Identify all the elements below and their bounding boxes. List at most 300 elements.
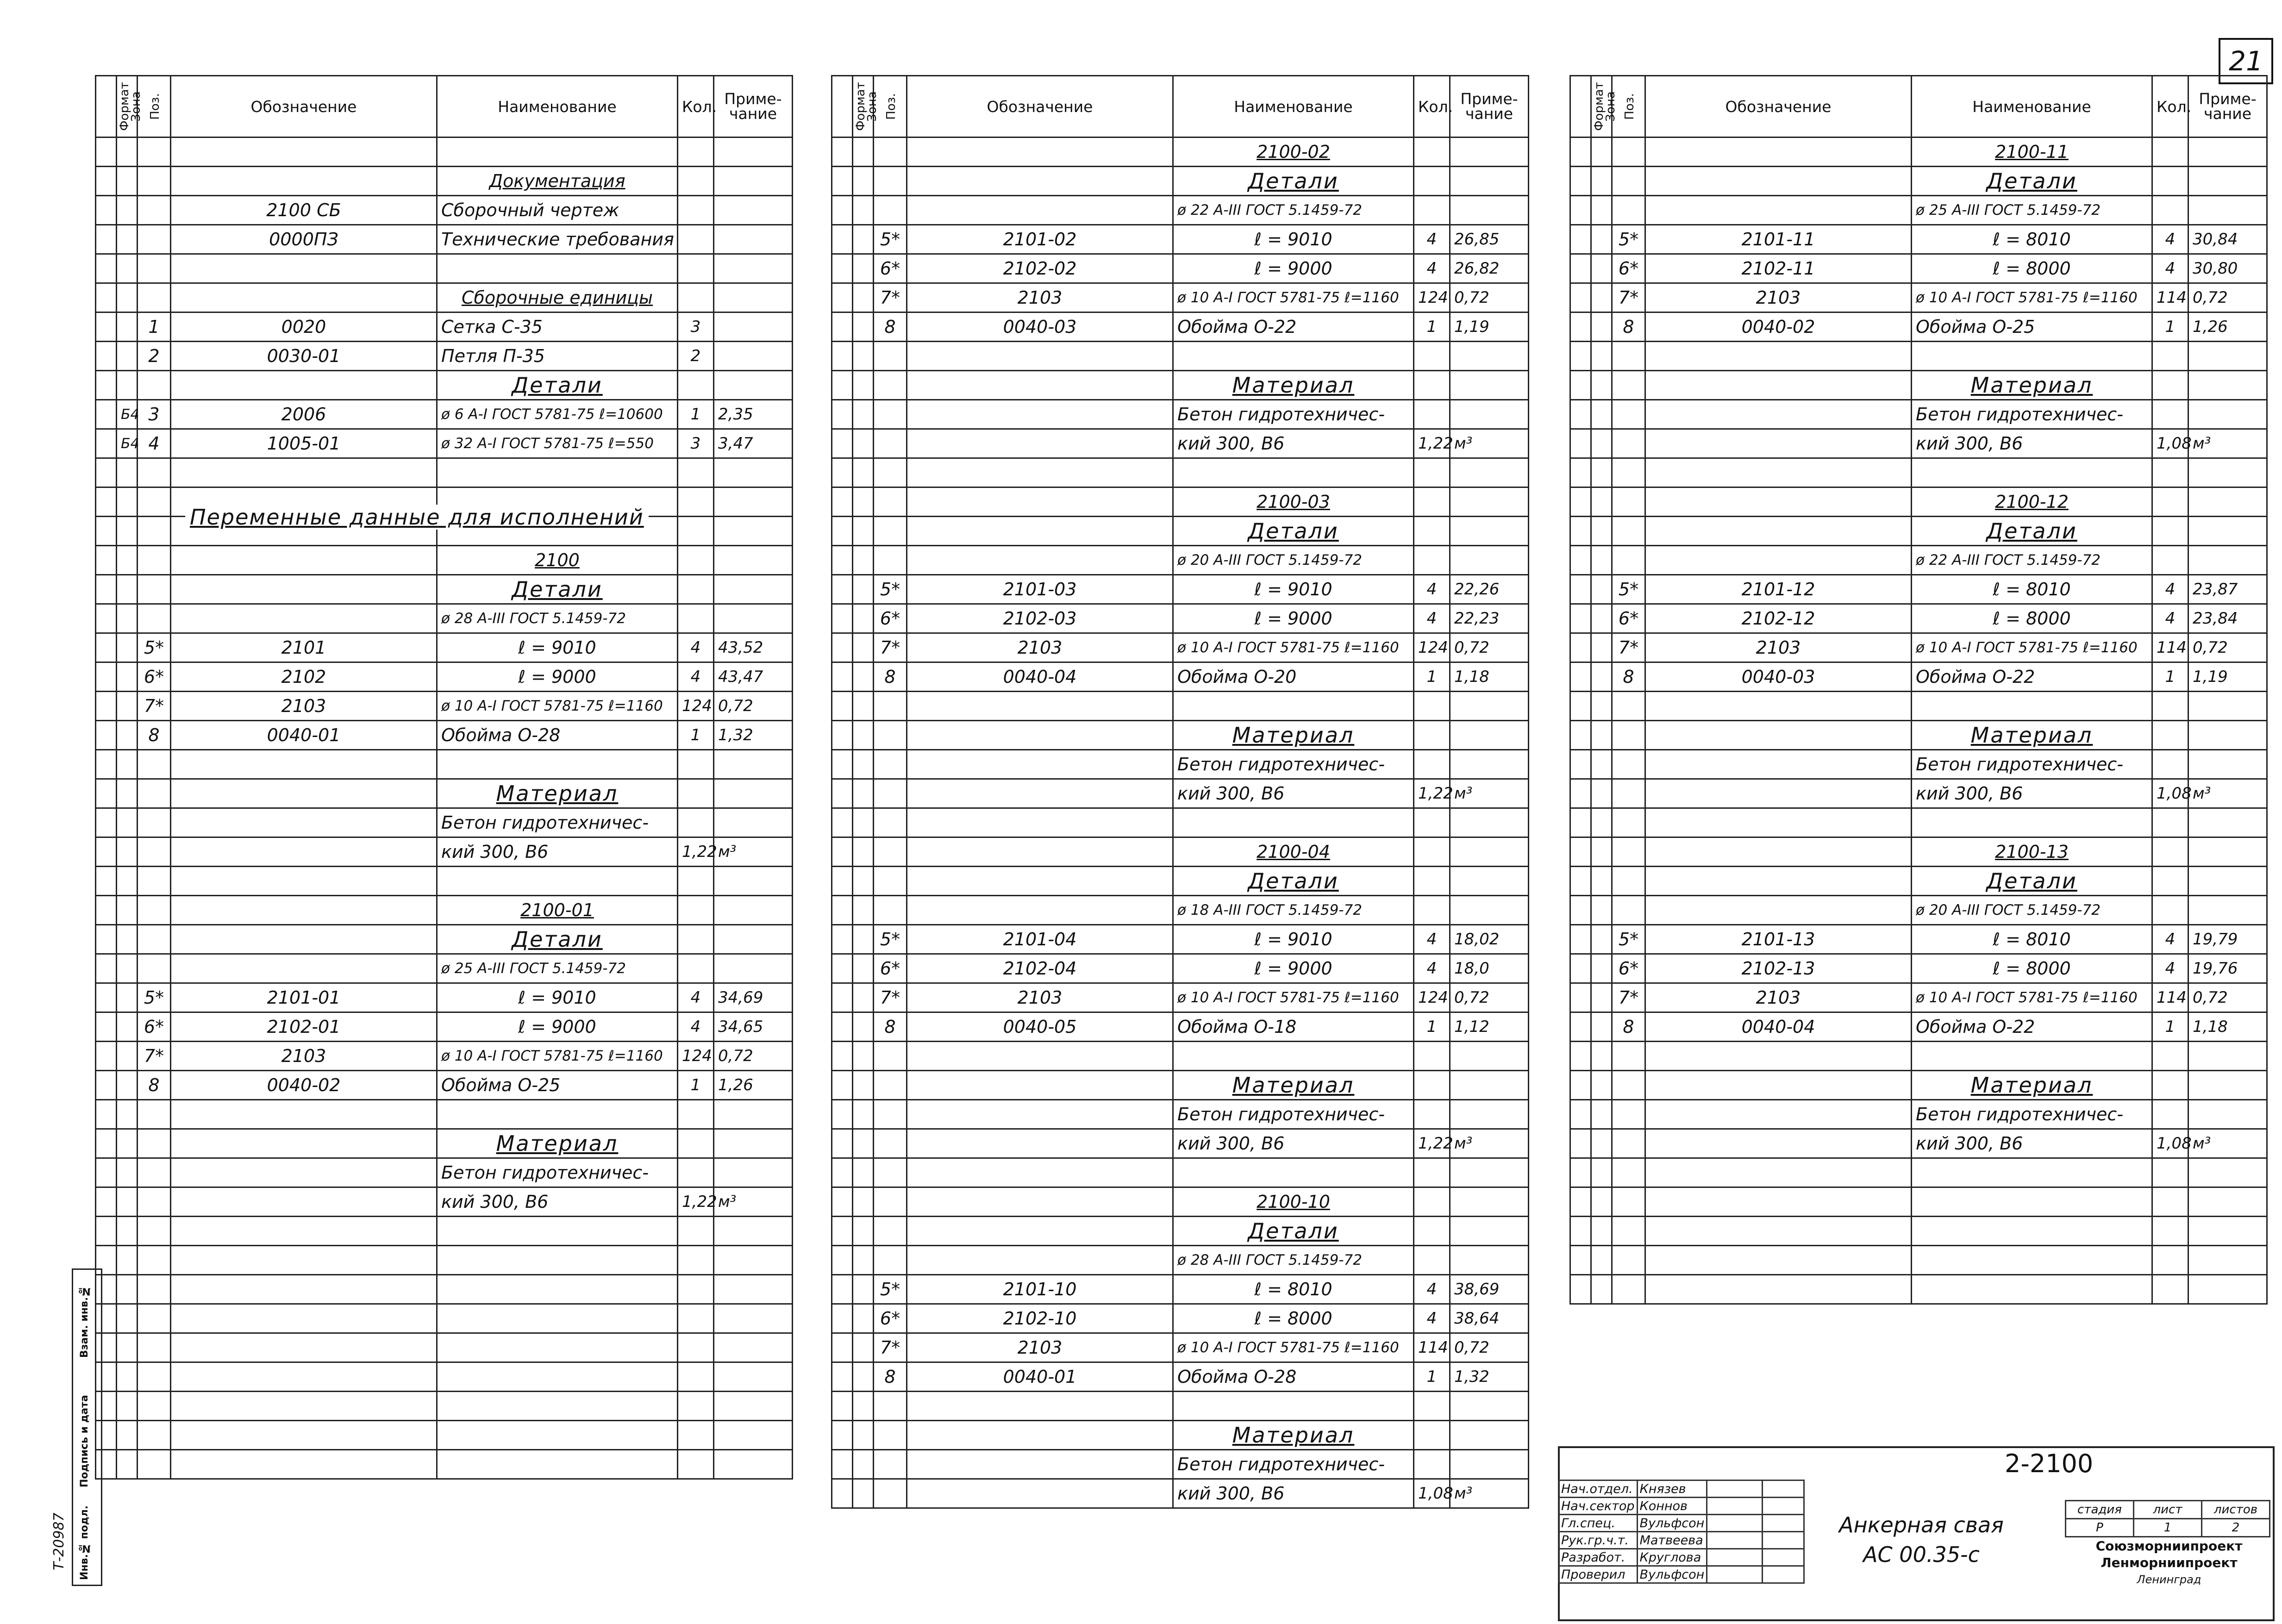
qty-cell	[1414, 1071, 1450, 1100]
qty-cell-text: 1,22	[682, 843, 717, 861]
pos-cell-text: 7*	[144, 696, 164, 716]
table-row	[1570, 896, 2267, 925]
name-cell	[1912, 342, 2152, 371]
designation-cell	[907, 458, 1173, 487]
note-cell-text: 34,65	[718, 1018, 763, 1036]
designation-cell-text: 0000ПЗ	[269, 229, 338, 250]
designation-cell	[1645, 604, 1912, 633]
zone-cell	[853, 371, 874, 400]
qty-cell	[678, 1275, 714, 1304]
note-cell	[2188, 604, 2267, 633]
zone-cell	[853, 1187, 874, 1217]
signature-row	[1559, 1532, 1804, 1549]
table-row	[1570, 1042, 2267, 1071]
qty-cell-text: 4	[1426, 1280, 1437, 1299]
qty-cell	[1414, 312, 1450, 342]
qty-cell	[1414, 1246, 1450, 1275]
format-cell	[96, 896, 117, 925]
qty-cell-text: 4	[690, 638, 701, 657]
name-cell-text: ℓ = 8000	[1993, 258, 2071, 279]
designation-cell	[171, 896, 437, 925]
designation-cell	[171, 254, 437, 283]
zone-cell	[117, 1275, 138, 1304]
name-cell-text: Сборочные единицы	[461, 287, 653, 308]
zone-cell	[853, 546, 874, 575]
format-cell	[96, 604, 117, 633]
qty-cell-text: 1	[1426, 1368, 1437, 1386]
pos-cell	[1612, 779, 1645, 808]
zone-cell	[1591, 1246, 1612, 1275]
note-cell-text: 0,72	[718, 697, 753, 715]
table-row	[1570, 983, 2267, 1012]
name-cell-text: кий 300, В6	[1177, 783, 1285, 804]
note-cell	[1450, 1275, 1529, 1304]
signature-date	[1763, 1515, 1804, 1532]
format-cell	[96, 779, 117, 808]
note-cell	[714, 487, 793, 517]
format-cell	[832, 692, 853, 721]
table-row	[1570, 925, 2267, 954]
pos-cell	[874, 1421, 907, 1450]
zone-cell	[853, 750, 874, 779]
note-cell-text: 0,72	[1454, 288, 1489, 307]
signature-role: Разработ.	[1559, 1549, 1638, 1566]
name-cell	[437, 779, 678, 808]
table-row	[96, 254, 793, 283]
sheets-value: 2	[2202, 1519, 2270, 1537]
designation-cell-text: 2103	[1017, 1337, 1063, 1358]
table-row	[96, 692, 793, 721]
format-cell	[832, 312, 853, 342]
table-row	[1570, 312, 2267, 342]
note-cell	[1450, 254, 1529, 283]
designation-cell	[907, 750, 1173, 779]
qty-cell	[2152, 312, 2188, 342]
note-cell	[2188, 254, 2267, 283]
format-cell	[96, 575, 117, 604]
table-row	[832, 604, 1529, 633]
zone-cell	[117, 371, 138, 400]
zone-cell-text: Б4	[121, 406, 139, 423]
table-row	[96, 312, 793, 342]
signature-row	[1559, 1566, 1804, 1583]
format-cell	[1570, 779, 1591, 808]
format-cell	[96, 1100, 117, 1129]
name-cell	[1912, 925, 2152, 954]
designation-cell	[907, 1362, 1173, 1392]
qty-cell	[1414, 487, 1450, 517]
pos-cell-text: 6*	[1618, 958, 1639, 979]
qty-cell	[2152, 1129, 2192, 1158]
name-cell	[1173, 1071, 1414, 1100]
table-row	[1570, 779, 2267, 808]
zone-cell	[117, 312, 138, 342]
name-cell-text: ℓ = 9010	[1254, 929, 1332, 949]
zone-cell	[1591, 342, 1612, 371]
pos-cell	[1612, 867, 1645, 896]
name-cell-text: ℓ = 8010	[1254, 1279, 1332, 1299]
designation-cell	[1645, 1187, 1912, 1217]
designation-cell	[1645, 429, 1912, 458]
designation-cell-text: 0040-03	[1003, 317, 1077, 337]
note-cell	[2188, 137, 2267, 167]
name-cell-text: Бетон гидротехничес-	[1177, 404, 1385, 425]
table-row	[832, 196, 1529, 225]
note-cell-text: 34,69	[718, 988, 763, 1007]
note-cell	[714, 1100, 793, 1129]
name-cell	[437, 254, 678, 283]
format-cell	[832, 1158, 853, 1187]
designation-cell	[171, 137, 437, 167]
zone-cell	[1591, 400, 1612, 429]
pos-cell	[1612, 750, 1645, 779]
table-row	[1570, 633, 2267, 662]
pos-cell-text: 8	[884, 1367, 896, 1387]
designation-cell	[1645, 225, 1912, 254]
format-cell	[832, 1333, 853, 1362]
pos-cell	[874, 750, 907, 779]
format-cell	[832, 1450, 853, 1479]
signature-name: Вульфсон	[1637, 1566, 1707, 1583]
qty-cell	[2152, 954, 2188, 983]
pos-cell-text: 6*	[880, 608, 900, 629]
name-cell	[1173, 954, 1414, 983]
zone-cell	[853, 954, 874, 983]
name-cell-text: Материал	[496, 1131, 619, 1156]
designation-cell	[171, 1158, 437, 1187]
name-cell	[1912, 429, 2152, 458]
table-row	[832, 633, 1529, 662]
zone-cell	[117, 137, 138, 167]
format-cell	[96, 867, 117, 896]
qty-cell	[2152, 1275, 2188, 1304]
pos-cell	[874, 983, 907, 1012]
note-cell-text: 19,79	[2193, 930, 2238, 949]
table-row	[832, 721, 1529, 750]
pos-cell-text: 5*	[1618, 929, 1639, 949]
designation-cell-text: 2103	[1017, 287, 1063, 308]
table-row	[96, 167, 793, 196]
designation-cell	[171, 808, 437, 837]
name-cell	[1173, 487, 1414, 517]
name-cell-text: ℓ = 8000	[1993, 608, 2071, 629]
table-row	[1570, 1187, 2267, 1217]
name-cell-text: ℓ = 8000	[1993, 958, 2071, 979]
note-cell-text: 26,82	[1454, 259, 1500, 278]
table-row	[832, 546, 1529, 575]
zone-cell	[117, 837, 138, 867]
designation-cell-text: 0040-03	[1741, 667, 1815, 687]
note-cell	[1450, 1012, 1529, 1042]
qty-cell	[1414, 779, 1453, 808]
designation-cell	[171, 1042, 437, 1071]
note-cell	[1450, 1421, 1529, 1450]
note-cell	[1450, 1304, 1529, 1333]
qty-cell	[2152, 837, 2188, 867]
pos-cell	[138, 167, 171, 196]
note-cell	[714, 1333, 793, 1362]
pos-cell	[138, 137, 171, 167]
note-cell	[714, 1042, 793, 1071]
zone-cell	[117, 750, 138, 779]
qty-cell-text: 1,22	[1418, 784, 1453, 803]
table-row	[832, 517, 1529, 546]
pos-cell	[874, 254, 907, 283]
designation-cell	[171, 1362, 437, 1392]
table-row	[96, 1217, 793, 1246]
pos-cell	[874, 371, 907, 400]
name-cell-text: Обойма О-22	[1916, 667, 2035, 687]
qty-cell	[2152, 750, 2188, 779]
note-cell	[1450, 1246, 1529, 1275]
pos-cell	[138, 1362, 171, 1392]
pos-cell	[138, 1392, 171, 1421]
pos-cell-text: 7*	[880, 287, 900, 308]
note-cell-text: 0,72	[1454, 1338, 1489, 1357]
pos-cell	[1612, 517, 1645, 546]
zone-cell	[853, 633, 874, 662]
format-cell	[1570, 517, 1591, 546]
qty-cell-text: 3	[690, 318, 701, 336]
name-cell-text: ø 10 А-I ГОСТ 5781-75 ℓ=1160	[441, 1048, 663, 1064]
qty-cell	[1414, 604, 1450, 633]
sign-label: Подпись и дата	[79, 1395, 90, 1487]
note-cell	[2188, 1217, 2267, 1246]
note-cell	[1450, 1333, 1529, 1362]
qty-cell	[2152, 225, 2188, 254]
pos-cell-text: 5*	[880, 1279, 900, 1299]
name-cell-text: ø 10 А-I ГОСТ 5781-75 ℓ=1160	[1177, 289, 1399, 306]
note-cell	[1450, 312, 1529, 342]
name-cell-text: Детали	[1986, 868, 2077, 893]
note-cell	[2188, 371, 2267, 400]
name-cell	[437, 196, 678, 225]
note-cell	[1450, 1392, 1529, 1421]
note-cell-text: 43,52	[718, 638, 763, 657]
table-row	[832, 312, 1529, 342]
name-cell-text: ø 10 А-I ГОСТ 5781-75 ℓ=1160	[1177, 989, 1399, 1006]
designation-cell	[171, 1129, 437, 1158]
name-cell-text: Бетон гидротехничес-	[441, 812, 649, 833]
name-cell-text: Бетон гидротехничес-	[1916, 754, 2124, 775]
designation-cell-text: 2102-11	[1741, 258, 1815, 279]
note-cell	[714, 429, 793, 458]
zone-cell	[853, 1042, 874, 1071]
designation-cell-text: 0040-01	[267, 725, 341, 745]
format-header: Формат	[96, 76, 117, 137]
sheets-label: листов	[2202, 1501, 2270, 1519]
designation-cell	[171, 1392, 437, 1421]
zone-cell	[1591, 983, 1612, 1012]
name-cell	[1173, 517, 1414, 546]
format-cell	[1570, 896, 1591, 925]
name-cell	[1173, 575, 1414, 604]
signature-row	[1559, 1498, 1804, 1515]
qty-cell	[2152, 342, 2188, 371]
name-cell-text: ℓ = 9000	[518, 1017, 596, 1037]
qty-cell	[678, 254, 714, 283]
format-cell	[96, 1129, 117, 1158]
designation-cell	[1645, 342, 1912, 371]
designation-cell	[1645, 692, 1912, 721]
pos-cell	[138, 692, 171, 721]
name-cell	[1173, 604, 1414, 633]
qty-cell-text: 124	[1418, 988, 1448, 1007]
table-row	[1570, 837, 2267, 867]
table-row	[1570, 1100, 2267, 1129]
name-cell-text: ø 20 А-III ГОСТ 5.1459-72	[1177, 552, 1363, 568]
name-cell	[1173, 837, 1414, 867]
table-row	[832, 1187, 1529, 1217]
note-cell	[1450, 342, 1529, 371]
name-cell	[437, 1421, 678, 1450]
note-cell	[714, 1450, 793, 1479]
pos-cell	[138, 779, 171, 808]
designation-header: Обозначение	[171, 76, 437, 137]
designation-cell-text: 2103	[1017, 987, 1063, 1008]
format-cell	[1570, 1217, 1591, 1246]
designation-cell	[1645, 312, 1912, 342]
signature-row	[1559, 1480, 1804, 1498]
format-cell	[96, 371, 117, 400]
note-cell-text: м³	[1454, 1134, 1473, 1153]
designation-cell	[171, 312, 437, 342]
table-row	[1570, 662, 2267, 692]
note-cell-text: 22,23	[1454, 609, 1500, 628]
name-cell	[1173, 137, 1414, 167]
name-cell	[1173, 1362, 1414, 1392]
format-cell	[832, 1479, 853, 1508]
zone-cell	[117, 517, 138, 546]
pos-cell	[1612, 196, 1645, 225]
table-row	[832, 896, 1529, 925]
pos-cell	[138, 342, 171, 371]
note-cell	[714, 400, 793, 429]
format-cell	[1570, 429, 1591, 458]
name-cell-text: 2100-11	[1995, 142, 2069, 162]
pos-cell-text: 5*	[144, 637, 164, 658]
zone-cell	[117, 779, 138, 808]
pos-cell-text: 8	[884, 317, 896, 337]
qty-cell	[2152, 896, 2188, 925]
designation-cell	[171, 867, 437, 896]
pos-cell	[1612, 896, 1645, 925]
format-cell	[96, 1217, 117, 1246]
zone-cell	[1591, 196, 1612, 225]
designation-cell	[907, 633, 1173, 662]
qty-cell	[678, 1217, 714, 1246]
name-cell	[1912, 1217, 2152, 1246]
pos-cell	[874, 1275, 907, 1304]
designation-cell	[171, 283, 437, 312]
qty-cell	[1414, 692, 1450, 721]
pos-cell	[1612, 225, 1645, 254]
pos-cell	[1612, 575, 1645, 604]
designation-cell	[1645, 954, 1912, 983]
pos-cell	[138, 808, 171, 837]
pos-cell	[874, 867, 907, 896]
pos-cell	[138, 867, 171, 896]
qty-cell	[2152, 692, 2188, 721]
qty-header: Кол.	[2152, 76, 2188, 137]
name-cell-text: Обойма О-18	[1177, 1017, 1297, 1037]
name-cell-text: Обойма О-22	[1177, 317, 1297, 337]
pos-cell	[874, 342, 907, 371]
pos-cell	[1612, 458, 1645, 487]
table-row	[96, 1450, 793, 1479]
note-cell	[1450, 1129, 1529, 1158]
pos-cell	[1612, 167, 1645, 196]
note-cell-text: 1,26	[718, 1076, 753, 1094]
name-cell-text: ℓ = 9000	[518, 667, 596, 687]
designation-cell	[907, 1071, 1173, 1100]
table-row	[1570, 196, 2267, 225]
note-cell-text: 43,47	[718, 668, 763, 686]
zone-cell	[853, 1304, 874, 1333]
name-cell	[1173, 1187, 1414, 1217]
name-cell	[437, 1158, 678, 1187]
pos-cell	[1612, 342, 1645, 371]
note-cell	[2188, 458, 2267, 487]
table-row	[832, 342, 1529, 371]
format-cell	[1570, 546, 1591, 575]
designation-cell	[171, 983, 437, 1012]
name-cell	[1173, 1333, 1414, 1362]
table-row	[1570, 750, 2267, 779]
designation-cell	[907, 167, 1173, 196]
pos-cell	[138, 517, 171, 546]
qty-cell	[678, 1450, 714, 1479]
qty-cell-text: 4	[1426, 609, 1437, 628]
zone-cell	[853, 283, 874, 312]
pos-cell-text: 3	[148, 404, 160, 425]
name-cell	[1912, 1012, 2152, 1042]
pos-cell	[1612, 1129, 1645, 1158]
zone-cell	[1591, 1217, 1612, 1246]
qty-cell	[2152, 1012, 2188, 1042]
name-cell-text: Бетон гидротехничес-	[1177, 1454, 1385, 1474]
designation-cell	[1645, 1275, 1912, 1304]
pos-cell	[1612, 1071, 1645, 1100]
note-cell-text: 0,72	[2193, 638, 2228, 657]
stage-value: Р	[2066, 1519, 2134, 1537]
name-cell	[437, 1275, 678, 1304]
zone-cell	[853, 342, 874, 371]
name-cell	[1912, 808, 2152, 837]
designation-cell	[1645, 633, 1912, 662]
pos-cell	[1612, 692, 1645, 721]
designation-cell-text: 2101-04	[1003, 929, 1077, 949]
zone-cell	[853, 400, 874, 429]
table-row	[96, 662, 793, 692]
name-cell	[437, 1012, 678, 1042]
note-cell	[2188, 1042, 2267, 1071]
name-cell	[437, 429, 678, 458]
designation-cell-text: 1005-01	[267, 433, 341, 454]
qty-cell-text: 4	[2165, 230, 2176, 249]
table-row	[832, 1304, 1529, 1333]
table-row	[96, 1333, 793, 1362]
note-cell	[2188, 983, 2267, 1012]
table-row	[832, 1362, 1529, 1392]
format-cell	[832, 1246, 853, 1275]
pos-cell	[874, 1450, 907, 1479]
zone-cell	[117, 808, 138, 837]
qty-cell	[678, 225, 714, 254]
name-cell-text: ø 10 А-I ГОСТ 5781-75 ℓ=1160	[1177, 1339, 1399, 1356]
qty-cell	[2152, 254, 2188, 283]
zone-cell	[853, 925, 874, 954]
